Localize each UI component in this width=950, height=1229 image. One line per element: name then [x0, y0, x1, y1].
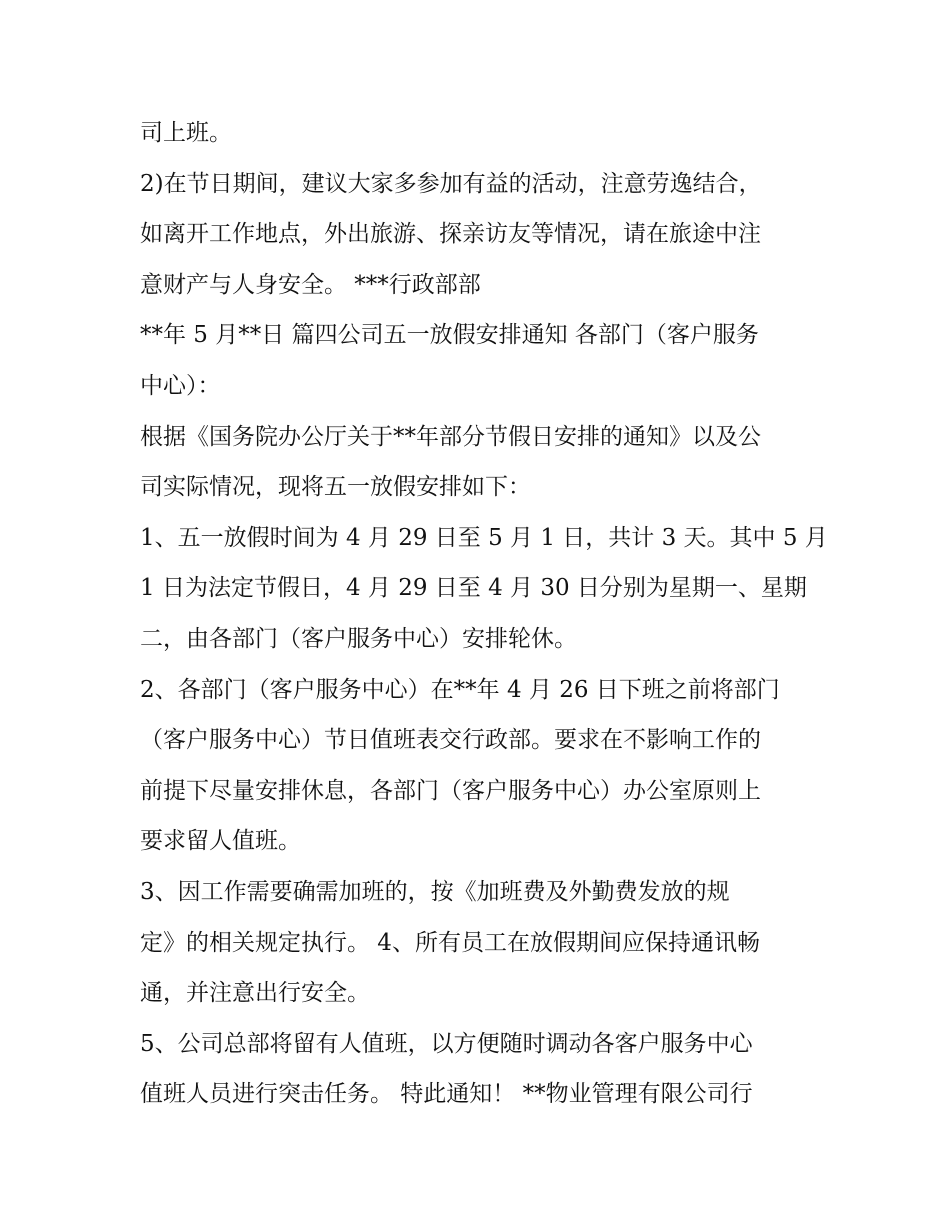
text-line: 通，并注意出行安全。 [140, 980, 370, 1007]
text-line: 3、因工作需要确需加班的，按《加班费及外勤费发放的规 [140, 878, 730, 905]
document-body [140, 108, 828, 1120]
text-line: 2、各部门（客户服务中心）在**年 4 月 26 日下班之前将部门 [140, 676, 780, 703]
text-line: **年 5 月**日 篇四公司五一放假安排通知 各部门（客户服务 [140, 322, 759, 349]
text-line: 值班人员进行突击任务。 特此通知！ **物业管理有限公司行 [140, 1081, 753, 1108]
text-line: 前提下尽量安排休息，各部门（客户服务中心）办公室原则上 [140, 777, 761, 804]
text-line: 司上班。 [140, 120, 232, 146]
text-line: 1、五一放假时间为 4 月 29 日至 5 月 1 日，共计 3 天。其中 5 月 [140, 524, 828, 551]
text-line: 如离开工作地点，外出旅游、探亲访友等情况，请在旅途中注 [140, 221, 761, 248]
text-line: 要求留人值班。 [140, 828, 301, 855]
text-line: 定》的相关规定执行。 4、所有员工在放假期间应保持通讯畅 [140, 929, 760, 956]
text-line: 中心）： [140, 372, 221, 399]
text-line: 司实际情况，现将五一放假安排如下： [140, 474, 531, 501]
text-line: 根据《国务院办公厅关于**年部分节假日安排的通知》以及公 [140, 423, 761, 450]
text-line: （客户服务中心）节日值班表交行政部。要求在不影响工作的 [140, 727, 761, 754]
text-line: 意财产与人身安全。 ***行政部部 [140, 271, 481, 298]
text-line: 2)在节日期间，建议大家多参加有益的活动，注意劳逸结合， [140, 170, 762, 197]
text-line: 二，由各部门（客户服务中心）安排轮休。 [140, 625, 577, 652]
text-line: 5、公司总部将留有人值班，以方便随时调动各客户服务中心 [140, 1030, 753, 1057]
text-line: 1 日为法定节假日，4 月 29 日至 4 月 30 日分别为星期一、星期 [140, 575, 807, 602]
